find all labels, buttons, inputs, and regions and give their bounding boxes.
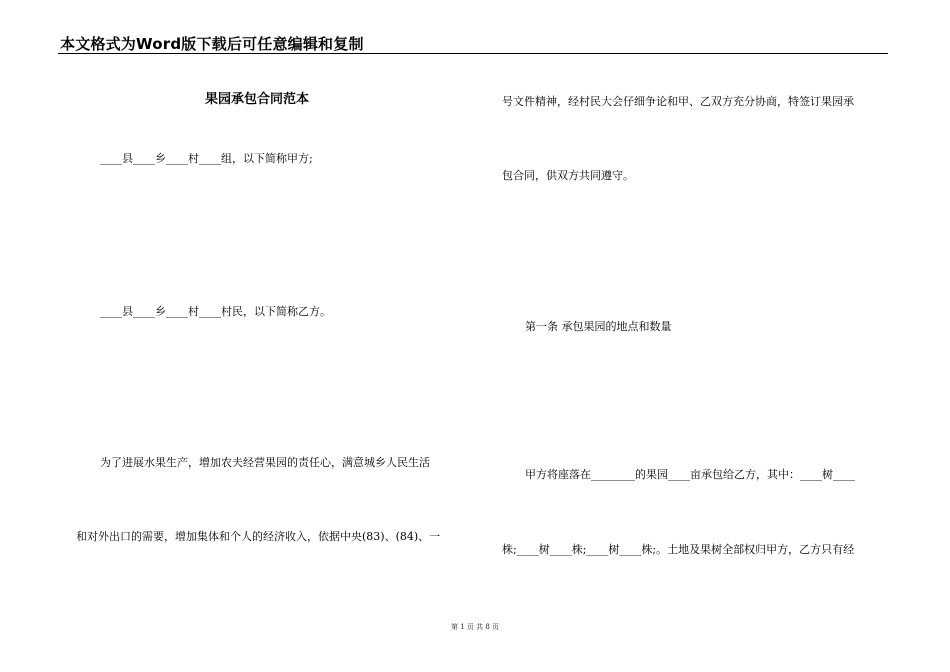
article-1-line-1: 甲方将座落在________的果园____亩承包给乙方，其中：____树____: [525, 468, 855, 481]
article-1-line-2: 株;____树____株;____树____株;。土地及果树全部权归甲方，乙方只有经: [502, 543, 855, 556]
party-b-line: ____县____乡____村____村民，以下简称乙方。: [100, 305, 331, 318]
party-a-line: ____县____乡____村____组，以下简称甲方;: [100, 152, 313, 165]
page-number-footer: 第 1 页 共 8 页: [450, 623, 500, 631]
article-1-heading: 第一条 承包果园的地点和数量: [525, 320, 672, 333]
contract-title: 果园承包合同范本: [205, 92, 310, 107]
purpose-paragraph-line-1: 为了进展水果生产，增加农夫经营果园的责任心，满意城乡人民生活: [100, 456, 430, 469]
continuation-line-1: 号文件精神，经村民大会仔细争论和甲、乙双方充分协商，特签订果园承: [502, 95, 854, 108]
header-divider: [58, 53, 888, 54]
continuation-line-2: 包合同，供双方共同遵守。: [502, 169, 634, 182]
purpose-paragraph-line-2: 和对外出口的需要，增加集体和个人的经济收入，依据中央(83)、(84)、一: [76, 530, 441, 543]
document-header: 本文格式为Word版下载后可任意编辑和复制: [60, 35, 364, 53]
